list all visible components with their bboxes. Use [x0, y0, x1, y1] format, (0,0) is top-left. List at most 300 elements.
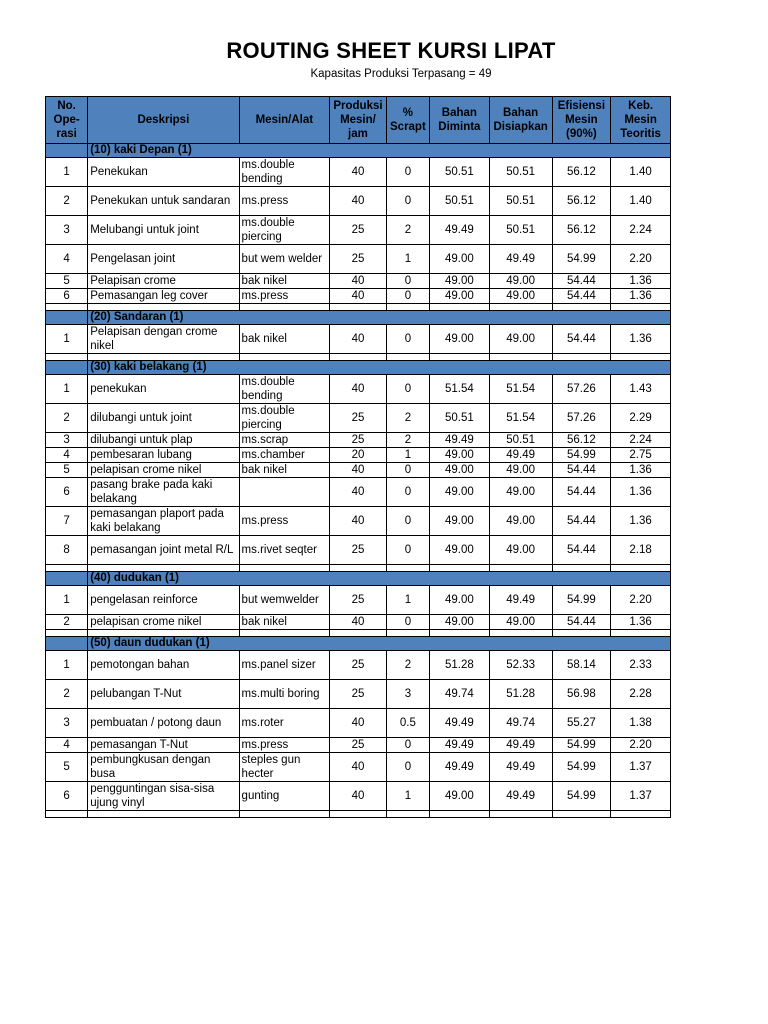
spacer-cell: [239, 630, 330, 637]
row-produksi: 25: [330, 404, 387, 433]
table-row: [46, 463, 671, 478]
row-produksi: 25: [330, 738, 387, 753]
row-mesin: bak nikel: [239, 615, 330, 630]
row-produksi: 40: [330, 325, 387, 354]
row-no: 4: [46, 738, 88, 753]
row-deskripsi: pengguntingan sisa-sisa ujung vinyl: [88, 782, 239, 811]
section-header-blank: [46, 361, 88, 375]
row-deskripsi: pembuatan / potong daun: [88, 709, 239, 738]
row-deskripsi: pemotongan bahan: [88, 651, 239, 680]
spacer-cell: [239, 565, 330, 572]
row-keb-mesin: 1.40: [611, 158, 671, 187]
row-keb-mesin: 1.37: [611, 753, 671, 782]
row-bahan-disiapkan: 49.00: [489, 325, 552, 354]
row-produksi: 40: [330, 709, 387, 738]
spacer-row: [46, 304, 671, 311]
row-keb-mesin: 2.75: [611, 448, 671, 463]
section-header-row: [46, 144, 671, 158]
section-title: (30) kaki belakang (1): [88, 361, 671, 375]
row-keb-mesin: 1.36: [611, 274, 671, 289]
row-bahan-disiapkan: 50.51: [489, 216, 552, 245]
row-no: 6: [46, 478, 88, 507]
spacer-cell: [46, 630, 88, 637]
section-title: (20) Sandaran (1): [88, 311, 671, 325]
row-no: 6: [46, 782, 88, 811]
row-bahan-diminta: 49.00: [430, 463, 490, 478]
row-produksi: 20: [330, 448, 387, 463]
row-produksi: 40: [330, 478, 387, 507]
row-efisiensi: 54.44: [552, 289, 611, 304]
row-bahan-diminta: 49.00: [430, 782, 490, 811]
row-efisiensi: 54.44: [552, 536, 611, 565]
row-deskripsi: Pelapisan dengan crome nikel: [88, 325, 239, 354]
spacer-cell: [489, 565, 552, 572]
spacer-cell: [611, 811, 671, 818]
row-keb-mesin: 1.37: [611, 782, 671, 811]
spacer-cell: [552, 304, 611, 311]
row-efisiensi: 54.44: [552, 507, 611, 536]
spacer-cell: [611, 565, 671, 572]
row-keb-mesin: 1.36: [611, 463, 671, 478]
spacer-row: [46, 630, 671, 637]
table-row: [46, 709, 671, 738]
row-bahan-diminta: 49.00: [430, 325, 490, 354]
row-scrap: 0: [386, 187, 429, 216]
row-bahan-disiapkan: 49.49: [489, 586, 552, 615]
row-mesin: bak nikel: [239, 463, 330, 478]
row-scrap: 2: [386, 433, 429, 448]
row-scrap: 2: [386, 404, 429, 433]
row-deskripsi: pembesaran lubang: [88, 448, 239, 463]
table-row: [46, 753, 671, 782]
column-header-scrap: % Scrapt: [386, 97, 429, 144]
table-row: [46, 478, 671, 507]
row-efisiensi: 55.27: [552, 709, 611, 738]
row-deskripsi: pembungkusan dengan busa: [88, 753, 239, 782]
row-produksi: 40: [330, 187, 387, 216]
spacer-cell: [552, 630, 611, 637]
row-scrap: 0: [386, 478, 429, 507]
row-bahan-diminta: 50.51: [430, 404, 490, 433]
spacer-cell: [386, 304, 429, 311]
row-bahan-diminta: 51.28: [430, 651, 490, 680]
row-mesin: but wemwelder: [239, 586, 330, 615]
table-row: [46, 536, 671, 565]
row-no: 5: [46, 274, 88, 289]
row-scrap: 1: [386, 245, 429, 274]
spacer-cell: [489, 811, 552, 818]
spacer-cell: [489, 304, 552, 311]
row-keb-mesin: 1.40: [611, 187, 671, 216]
row-bahan-disiapkan: 49.49: [489, 245, 552, 274]
row-bahan-diminta: 49.00: [430, 478, 490, 507]
row-efisiensi: 54.44: [552, 274, 611, 289]
row-keb-mesin: 2.18: [611, 536, 671, 565]
row-bahan-diminta: 49.49: [430, 709, 490, 738]
row-produksi: 25: [330, 651, 387, 680]
row-efisiensi: 54.44: [552, 463, 611, 478]
row-scrap: 0.5: [386, 709, 429, 738]
spacer-cell: [611, 354, 671, 361]
column-header-bahan-disiapkan: Bahan Disiapkan: [489, 97, 552, 144]
row-bahan-diminta: 49.49: [430, 738, 490, 753]
row-efisiensi: 54.44: [552, 325, 611, 354]
row-bahan-diminta: 49.00: [430, 274, 490, 289]
spacer-cell: [88, 354, 239, 361]
row-produksi: 40: [330, 274, 387, 289]
table-row: [46, 404, 671, 433]
column-header-deskripsi: Deskripsi: [88, 97, 239, 144]
row-keb-mesin: 2.24: [611, 216, 671, 245]
row-keb-mesin: 2.33: [611, 651, 671, 680]
row-keb-mesin: 1.36: [611, 507, 671, 536]
row-deskripsi: pemasangan T-Nut: [88, 738, 239, 753]
table-row: [46, 274, 671, 289]
row-keb-mesin: 2.29: [611, 404, 671, 433]
section-header-blank: [46, 311, 88, 325]
row-bahan-disiapkan: 49.00: [489, 615, 552, 630]
row-deskripsi: pemasangan plaport pada kaki belakang: [88, 507, 239, 536]
row-produksi: 40: [330, 375, 387, 404]
row-no: 5: [46, 463, 88, 478]
spacer-cell: [88, 304, 239, 311]
row-deskripsi: Penekukan: [88, 158, 239, 187]
row-keb-mesin: 2.20: [611, 586, 671, 615]
row-keb-mesin: 1.43: [611, 375, 671, 404]
row-mesin: ms.panel sizer: [239, 651, 330, 680]
row-keb-mesin: 2.24: [611, 433, 671, 448]
row-no: 1: [46, 375, 88, 404]
row-bahan-diminta: 49.49: [430, 216, 490, 245]
row-bahan-diminta: 49.49: [430, 433, 490, 448]
row-efisiensi: 58.14: [552, 651, 611, 680]
row-produksi: 40: [330, 289, 387, 304]
row-no: 3: [46, 216, 88, 245]
row-bahan-diminta: 49.49: [430, 753, 490, 782]
row-efisiensi: 56.12: [552, 187, 611, 216]
column-header-efisiensi: Efisiensi Mesin (90%): [552, 97, 611, 144]
row-deskripsi: pengelasan reinforce: [88, 586, 239, 615]
row-bahan-disiapkan: 50.51: [489, 433, 552, 448]
row-bahan-diminta: 49.00: [430, 615, 490, 630]
row-no: 2: [46, 187, 88, 216]
spacer-cell: [552, 565, 611, 572]
table-row: [46, 433, 671, 448]
row-bahan-disiapkan: 49.00: [489, 536, 552, 565]
row-efisiensi: 56.98: [552, 680, 611, 709]
spacer-cell: [430, 304, 490, 311]
row-bahan-disiapkan: 50.51: [489, 187, 552, 216]
row-scrap: 1: [386, 448, 429, 463]
row-mesin: ms.double piercing: [239, 216, 330, 245]
row-bahan-diminta: 49.00: [430, 536, 490, 565]
row-mesin: [239, 478, 330, 507]
section-header-blank: [46, 637, 88, 651]
spacer-cell: [552, 811, 611, 818]
row-mesin: steples gun hecter: [239, 753, 330, 782]
row-bahan-disiapkan: 49.49: [489, 782, 552, 811]
table-row: [46, 245, 671, 274]
row-keb-mesin: 2.28: [611, 680, 671, 709]
row-bahan-diminta: 50.51: [430, 158, 490, 187]
table-row: [46, 289, 671, 304]
row-no: 1: [46, 325, 88, 354]
row-bahan-disiapkan: 51.54: [489, 375, 552, 404]
row-bahan-disiapkan: 51.54: [489, 404, 552, 433]
row-produksi: 40: [330, 782, 387, 811]
table-row: [46, 325, 671, 354]
row-produksi: 25: [330, 216, 387, 245]
table-row: [46, 782, 671, 811]
section-title: (10) kaki Depan (1): [88, 144, 671, 158]
column-header-produksi: Produksi Mesin/ jam: [330, 97, 387, 144]
spacer-cell: [386, 630, 429, 637]
row-keb-mesin: 1.36: [611, 615, 671, 630]
row-bahan-diminta: 49.00: [430, 448, 490, 463]
row-efisiensi: 54.99: [552, 448, 611, 463]
spacer-cell: [330, 811, 387, 818]
spacer-cell: [489, 354, 552, 361]
row-keb-mesin: 1.36: [611, 325, 671, 354]
row-deskripsi: penekukan: [88, 375, 239, 404]
row-produksi: 25: [330, 433, 387, 448]
column-header-bahan-diminta: Bahan Diminta: [430, 97, 490, 144]
row-deskripsi: dilubangi untuk plap: [88, 433, 239, 448]
row-mesin: ms.press: [239, 738, 330, 753]
page-title: ROUTING SHEET KURSI LIPAT: [226, 38, 556, 63]
row-mesin: but wem welder: [239, 245, 330, 274]
row-deskripsi: pelapisan crome nikel: [88, 463, 239, 478]
row-deskripsi: dilubangi untuk joint: [88, 404, 239, 433]
header-row: [46, 97, 671, 144]
row-produksi: 25: [330, 245, 387, 274]
row-scrap: 0: [386, 325, 429, 354]
row-bahan-diminta: 50.51: [430, 187, 490, 216]
row-efisiensi: 54.99: [552, 245, 611, 274]
row-produksi: 25: [330, 680, 387, 709]
row-no: 2: [46, 680, 88, 709]
row-scrap: 0: [386, 753, 429, 782]
row-mesin: bak nikel: [239, 274, 330, 289]
row-mesin: ms.press: [239, 507, 330, 536]
table-row: [46, 507, 671, 536]
row-deskripsi: Pelapisan crome: [88, 274, 239, 289]
row-produksi: 40: [330, 463, 387, 478]
table-body: [46, 144, 671, 818]
row-mesin: gunting: [239, 782, 330, 811]
spacer-cell: [239, 354, 330, 361]
row-scrap: 0: [386, 289, 429, 304]
spacer-cell: [88, 811, 239, 818]
row-bahan-disiapkan: 49.49: [489, 753, 552, 782]
row-bahan-disiapkan: 49.00: [489, 463, 552, 478]
row-mesin: ms.press: [239, 187, 330, 216]
row-mesin: ms.multi boring: [239, 680, 330, 709]
column-header-mesin: Mesin/Alat: [239, 97, 330, 144]
row-no: 1: [46, 586, 88, 615]
spacer-cell: [330, 630, 387, 637]
row-efisiensi: 56.12: [552, 216, 611, 245]
row-no: 1: [46, 158, 88, 187]
row-mesin: ms.chamber: [239, 448, 330, 463]
spacer-cell: [430, 811, 490, 818]
row-efisiensi: 54.99: [552, 782, 611, 811]
row-produksi: 25: [330, 536, 387, 565]
row-bahan-disiapkan: 49.49: [489, 448, 552, 463]
table-row: [46, 448, 671, 463]
row-bahan-diminta: 49.00: [430, 245, 490, 274]
column-header-no: No. Ope-rasi: [46, 97, 88, 144]
spacer-cell: [88, 630, 239, 637]
table-row: [46, 738, 671, 753]
row-scrap: 0: [386, 158, 429, 187]
row-efisiensi: 54.99: [552, 738, 611, 753]
row-bahan-disiapkan: 51.28: [489, 680, 552, 709]
row-no: 4: [46, 448, 88, 463]
row-no: 6: [46, 289, 88, 304]
spacer-cell: [386, 565, 429, 572]
row-bahan-disiapkan: 49.00: [489, 507, 552, 536]
row-deskripsi: pemasangan joint metal R/L: [88, 536, 239, 565]
row-no: 4: [46, 245, 88, 274]
row-scrap: 1: [386, 782, 429, 811]
spacer-cell: [386, 354, 429, 361]
row-mesin: bak nikel: [239, 325, 330, 354]
row-keb-mesin: 1.36: [611, 478, 671, 507]
row-bahan-disiapkan: 49.00: [489, 289, 552, 304]
row-bahan-disiapkan: 49.00: [489, 478, 552, 507]
spacer-cell: [330, 354, 387, 361]
spacer-cell: [239, 811, 330, 818]
row-efisiensi: 54.44: [552, 615, 611, 630]
row-efisiensi: 56.12: [552, 433, 611, 448]
spacer-cell: [330, 565, 387, 572]
spacer-cell: [552, 354, 611, 361]
row-scrap: 0: [386, 375, 429, 404]
row-mesin: ms.double bending: [239, 375, 330, 404]
table-row: [46, 615, 671, 630]
section-header-row: [46, 572, 671, 586]
section-header-blank: [46, 144, 88, 158]
row-deskripsi: Penekukan untuk sandaran: [88, 187, 239, 216]
spacer-cell: [489, 630, 552, 637]
row-no: 5: [46, 753, 88, 782]
row-produksi: 25: [330, 586, 387, 615]
row-scrap: 1: [386, 586, 429, 615]
row-efisiensi: 56.12: [552, 158, 611, 187]
row-deskripsi: Pengelasan joint: [88, 245, 239, 274]
row-produksi: 40: [330, 507, 387, 536]
spacer-cell: [430, 354, 490, 361]
spacer-cell: [239, 304, 330, 311]
capacity-label: Kapasitas Produksi Terpasang = 49: [310, 68, 492, 80]
row-mesin: ms.double piercing: [239, 404, 330, 433]
row-no: 1: [46, 651, 88, 680]
row-keb-mesin: 1.36: [611, 289, 671, 304]
row-no: 2: [46, 615, 88, 630]
row-bahan-disiapkan: 50.51: [489, 158, 552, 187]
row-efisiensi: 54.99: [552, 753, 611, 782]
row-deskripsi: pasang brake pada kaki belakang: [88, 478, 239, 507]
row-no: 3: [46, 709, 88, 738]
row-bahan-disiapkan: 49.74: [489, 709, 552, 738]
section-title: (40) dudukan (1): [88, 572, 671, 586]
spacer-cell: [88, 565, 239, 572]
row-deskripsi: pelapisan crome nikel: [88, 615, 239, 630]
section-title: (50) daun dudukan (1): [88, 637, 671, 651]
row-mesin: ms.scrap: [239, 433, 330, 448]
row-scrap: 0: [386, 536, 429, 565]
spacer-row: [46, 354, 671, 361]
row-scrap: 0: [386, 274, 429, 289]
row-mesin: ms.rivet seqter: [239, 536, 330, 565]
row-bahan-diminta: 49.00: [430, 289, 490, 304]
table-row: [46, 586, 671, 615]
section-header-row: [46, 311, 671, 325]
row-mesin: ms.double bending: [239, 158, 330, 187]
row-no: 7: [46, 507, 88, 536]
column-header-keb-mesin: Keb. Mesin Teoritis: [611, 97, 671, 144]
row-mesin: ms.press: [239, 289, 330, 304]
spacer-row: [46, 565, 671, 572]
table-row: [46, 651, 671, 680]
row-scrap: 0: [386, 615, 429, 630]
row-deskripsi: pelubangan T-Nut: [88, 680, 239, 709]
row-scrap: 0: [386, 507, 429, 536]
row-deskripsi: Melubangi untuk joint: [88, 216, 239, 245]
section-header-row: [46, 637, 671, 651]
spacer-cell: [430, 630, 490, 637]
routing-table: [45, 96, 671, 818]
spacer-cell: [46, 565, 88, 572]
row-bahan-disiapkan: 49.49: [489, 738, 552, 753]
row-no: 2: [46, 404, 88, 433]
row-bahan-diminta: 49.74: [430, 680, 490, 709]
section-header-blank: [46, 572, 88, 586]
spacer-cell: [46, 304, 88, 311]
row-scrap: 3: [386, 680, 429, 709]
row-mesin: ms.roter: [239, 709, 330, 738]
table-row: [46, 187, 671, 216]
row-efisiensi: 57.26: [552, 375, 611, 404]
spacer-cell: [330, 304, 387, 311]
row-bahan-diminta: 49.00: [430, 507, 490, 536]
table-row: [46, 375, 671, 404]
row-scrap: 0: [386, 738, 429, 753]
row-keb-mesin: 2.20: [611, 245, 671, 274]
row-scrap: 2: [386, 216, 429, 245]
row-produksi: 40: [330, 753, 387, 782]
row-keb-mesin: 1.38: [611, 709, 671, 738]
row-produksi: 40: [330, 615, 387, 630]
row-no: 3: [46, 433, 88, 448]
row-no: 8: [46, 536, 88, 565]
row-bahan-diminta: 49.00: [430, 586, 490, 615]
row-scrap: 2: [386, 651, 429, 680]
section-header-row: [46, 361, 671, 375]
spacer-cell: [46, 354, 88, 361]
spacer-cell: [430, 565, 490, 572]
row-produksi: 40: [330, 158, 387, 187]
row-efisiensi: 57.26: [552, 404, 611, 433]
table-row: [46, 216, 671, 245]
row-efisiensi: 54.99: [552, 586, 611, 615]
spacer-cell: [611, 630, 671, 637]
row-efisiensi: 54.44: [552, 478, 611, 507]
table-row: [46, 680, 671, 709]
spacer-cell: [386, 811, 429, 818]
table-row: [46, 158, 671, 187]
